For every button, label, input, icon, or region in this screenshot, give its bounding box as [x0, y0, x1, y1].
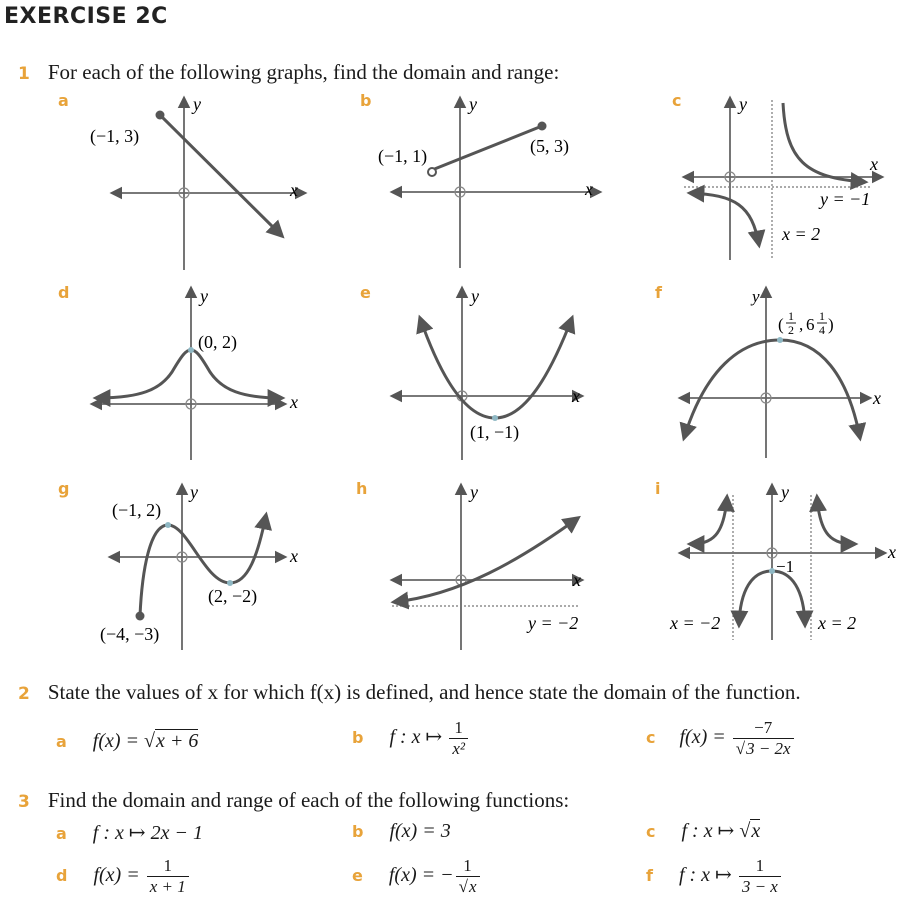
- graph-h-asymptote-label: y = −2: [528, 613, 579, 633]
- graph-f-x-label: x: [873, 388, 881, 408]
- graph-g-point-label-1: (−1, 2): [112, 500, 162, 520]
- graph-c: [672, 91, 882, 260]
- graph-i-y-label: y: [781, 482, 789, 502]
- q2-part-b-den: x²: [449, 738, 468, 759]
- graph-g-max-point: [165, 522, 171, 528]
- graph-b-closed-endpoint: [538, 122, 547, 131]
- graph-b-point-label-1: (−1, 1): [378, 146, 428, 166]
- graph-f: [655, 283, 881, 458]
- q3-part-c: c f : x ↦ √x: [646, 820, 761, 842]
- graph-g-x-label: x: [290, 546, 298, 566]
- graph-b-y-label: y: [469, 94, 477, 114]
- question-1-text: For each of the following graphs, find the domain and range:: [47, 60, 560, 84]
- graph-a-y-label: y: [193, 94, 201, 114]
- graph-g-label: g: [58, 479, 70, 498]
- graph-i-label: i: [655, 479, 661, 498]
- graph-f-curve: [684, 340, 860, 438]
- q2-part-c-lhs: f(x) =: [679, 726, 731, 749]
- graph-e-curve: [420, 318, 572, 418]
- graph-b-open-endpoint: [428, 168, 436, 176]
- graph-d-label: d: [58, 283, 70, 302]
- q3-part-b-label: b: [352, 822, 364, 841]
- q3-part-c-label: c: [646, 822, 656, 841]
- q2-part-a-lhs: f(x) =: [92, 730, 145, 752]
- graph-b-label: b: [360, 91, 372, 110]
- graph-e: [360, 283, 582, 460]
- svg-text:,: ,: [799, 315, 804, 334]
- graph-i-curve-left: [690, 497, 727, 544]
- q3-part-e: e f(x) = − $\frac{1}{√x}$: [352, 856, 482, 897]
- graph-f-y-label: y: [752, 287, 760, 306]
- graph-b-line: [432, 126, 542, 170]
- q3-part-f-lhs: f : x ↦: [678, 864, 737, 887]
- q2-part-b: [352, 718, 470, 759]
- graph-e-label: e: [360, 283, 371, 302]
- q3-part-d-label: d: [56, 866, 68, 886]
- svg-text:): ): [828, 315, 834, 334]
- graph-g-point-label-2: (2, −2): [208, 586, 258, 606]
- q3-part-a: [56, 820, 203, 845]
- graph-a-label: a: [58, 91, 69, 110]
- question-2-number: 2: [18, 684, 30, 704]
- q3-part-d-den: x + 1: [147, 876, 189, 897]
- graph-d-point: [188, 347, 194, 353]
- q3-part-d-lhs: f(x) =: [93, 864, 145, 887]
- question-2-text: State the values of x for which f(x) is defined, and hence state the domain of the function.: [47, 680, 801, 704]
- graph-a-point-label: (−1, 3): [90, 126, 140, 146]
- q2-part-c-label: c: [646, 728, 656, 748]
- graph-c-curve-left: [690, 193, 759, 245]
- q3-part-d-num: 1: [163, 856, 172, 875]
- question-3-number: 3: [18, 792, 30, 812]
- q3-part-a-label: a: [56, 824, 67, 843]
- graph-i-value-label: −1: [776, 557, 795, 576]
- q2-part-b-label: b: [352, 728, 364, 748]
- q3-part-b: [352, 820, 451, 843]
- q3-part-c-lhs: f : x ↦: [681, 820, 740, 842]
- q3-part-e-den-radicand: x: [468, 877, 477, 896]
- graph-f-vy-den: 4: [819, 323, 825, 337]
- graph-f-vertex-label: [778, 309, 834, 337]
- q2-part-a-label: a: [56, 732, 67, 751]
- q2-part-b-num: 1: [454, 718, 463, 737]
- q3-part-f-label: f: [646, 866, 653, 886]
- q2-part-b-lhs: f : x ↦: [389, 726, 448, 749]
- graph-e-vertex: [492, 415, 498, 421]
- graph-h-label: h: [356, 479, 368, 498]
- q3-part-a-expr: f : x ↦ 2x − 1: [92, 822, 204, 844]
- graph-c-curve-right: [783, 103, 865, 182]
- graph-d-curve: [96, 350, 282, 398]
- q3-part-f-num: 1: [755, 856, 765, 875]
- graph-h-curve: [394, 518, 578, 602]
- graph-g-endpoint: [136, 612, 145, 621]
- graph-g: [58, 479, 298, 650]
- q2-part-c-den-radicand: 3 − 2x: [746, 739, 791, 758]
- graph-a: [58, 91, 305, 270]
- graph-i-curve-right: [817, 497, 855, 544]
- graph-c-y-label: y: [739, 94, 747, 114]
- graph-b: [360, 91, 600, 268]
- graph-f-vertex: [777, 337, 783, 343]
- q3-part-d: [56, 856, 191, 897]
- question-1-number: 1: [18, 64, 30, 84]
- graph-b-x-label: x: [585, 179, 593, 199]
- graph-a-line: [160, 115, 282, 236]
- graph-b-point-label-2: (5, 3): [530, 136, 569, 156]
- q2-part-c-num: −7: [754, 718, 773, 737]
- graph-d-y-label: y: [200, 286, 208, 306]
- graph-e-y-label: y: [471, 286, 479, 306]
- q2-part-a: a f(x) = √x + 6: [56, 730, 199, 752]
- exercise-title: EXERCISE 2C: [4, 4, 168, 29]
- question-3: [18, 788, 569, 813]
- q2-part-c: c f(x) = $\frac{-7}{√3 - 2x}$: [646, 718, 796, 759]
- graph-f-vy-whole: 6: [806, 315, 815, 334]
- graph-e-vertex-label: (1, −1): [470, 422, 520, 442]
- q3-part-c-radicand: x: [751, 820, 761, 842]
- question-2: [18, 680, 801, 705]
- graph-e-x-label: x: [572, 386, 580, 406]
- graph-f-vx-num: 1: [788, 309, 794, 323]
- question-3-text: Find the domain and range of each of the following functions:: [47, 788, 570, 812]
- graph-a-x-label: x: [290, 180, 298, 200]
- graph-i-asymptote-label-1: x = −2: [670, 613, 721, 633]
- graph-g-y-label: y: [190, 482, 198, 502]
- graph-f-vy-num: 1: [819, 309, 825, 323]
- graph-c-asymptote-label-2: x = 2: [782, 224, 821, 244]
- q3-part-f: [646, 856, 783, 897]
- graph-c-x-label: x: [870, 154, 878, 174]
- graph-c-asymptote-label-1: y = −1: [820, 189, 871, 209]
- graph-h-y-label: y: [470, 482, 478, 502]
- graph-h-x-label: x: [573, 570, 581, 590]
- graph-c-label: c: [672, 91, 682, 110]
- graph-f-vx-den: 2: [788, 323, 794, 337]
- graph-g-point-label-3: (−4, −3): [100, 624, 160, 644]
- q3-part-e-lhs: f(x) = −: [388, 864, 454, 887]
- graph-d-x-label: x: [290, 392, 298, 412]
- q2-part-a-radicand: x + 6: [156, 730, 199, 752]
- graph-f-label: f: [655, 283, 662, 302]
- graph-h: [356, 479, 582, 650]
- graph-d-point-label: (0, 2): [198, 332, 237, 352]
- q3-part-e-label: e: [352, 866, 363, 886]
- graph-d: [58, 283, 298, 460]
- graph-i-x-label: x: [888, 542, 896, 562]
- graph-i: [655, 479, 896, 640]
- q3-part-f-den: 3 − x: [739, 876, 781, 897]
- graph-i-point: [769, 568, 775, 574]
- graph-i-asymptote-label-2: x = 2: [818, 613, 857, 633]
- graph-a-endpoint: [156, 111, 165, 120]
- q3-part-e-num: 1: [463, 856, 472, 875]
- svg-text:(: (: [778, 315, 784, 334]
- q3-part-b-expr: f(x) = 3: [389, 820, 451, 842]
